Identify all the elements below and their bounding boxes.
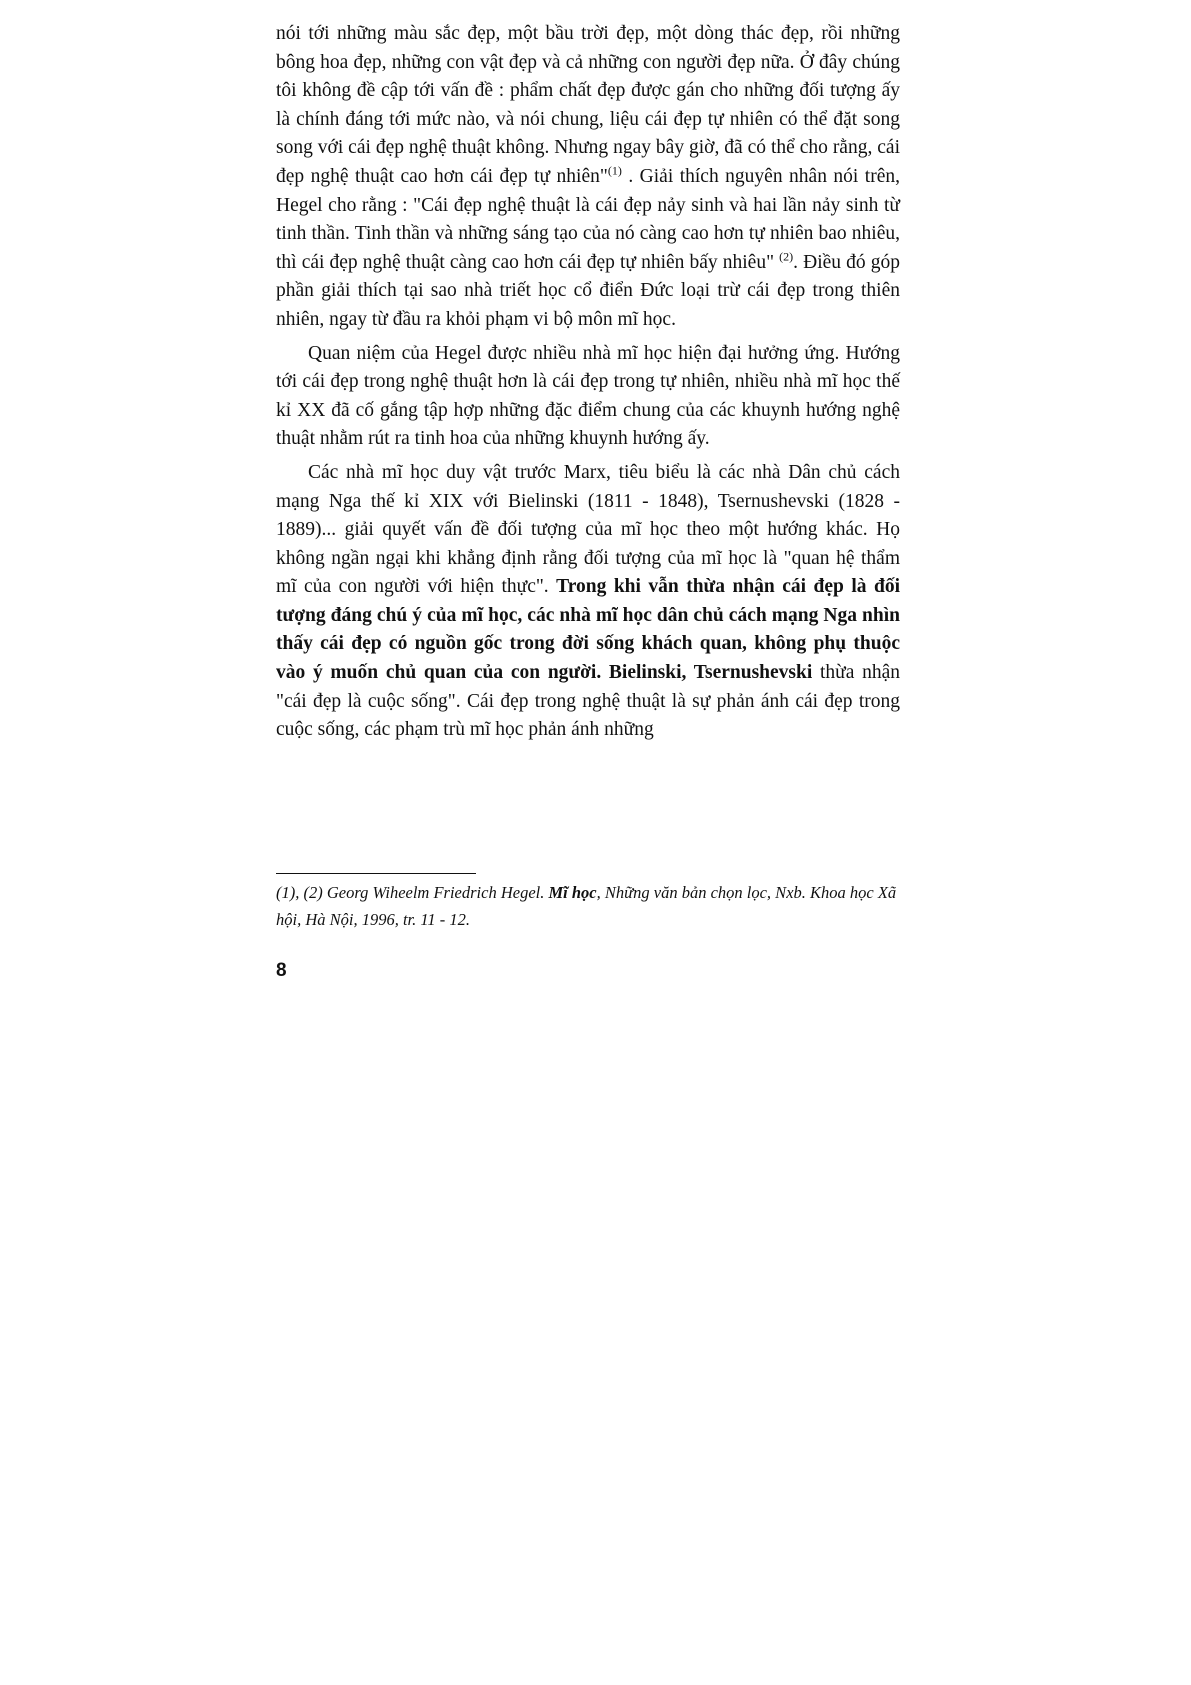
paragraph-1-part-3: . Điều đó góp phần giải thích tại sao nhà triết học cổ điển Đức loại trừ cái đẹp trong thiên nhiên, ngay từ đầu ra khỏi phạm vi bộ môn mĩ học.: [276, 251, 901, 330]
footnote-ref-2: (2): [779, 249, 794, 264]
page-number: 8: [276, 960, 287, 981]
footnote-part-2: , Những văn bản chọn lọc, Nxb. Khoa học Xã hội, Hà Nội, 1996, tr. 11 - 12.: [276, 883, 897, 929]
paragraph-3: [276, 459, 900, 745]
paragraph-3-part-2: thừa nhận "cái đẹp là cuộc sống". Cái đẹp trong nghệ thuật là sự phản ánh cái đẹp trong cuộc sống, các phạm trù mĩ học phản ánh những: [276, 662, 900, 741]
paragraph-1: [276, 20, 900, 335]
footnote-bold: Mĩ học: [548, 883, 597, 902]
paragraph-3-bold: Trong khi vẫn thừa nhận cái đẹp là đối tượng đáng chú ý của mĩ học, các nhà mĩ học dân chủ cách mạng Nga nhìn thấy cái đẹp có nguồn gốc trong đời sống khách quan, không phụ thuộc vào ý muốn chủ quan của con người. Bielinski, Tsernushevski: [276, 576, 900, 684]
footnote-part-1: (1), (2) Georg Wiheelm Friedrich Hegel.: [276, 883, 549, 902]
footnote-divider: [276, 873, 476, 874]
paragraph-1-part-1: nói tới những màu sắc đẹp, một bầu trời đẹp, một dòng thác đẹp, rồi những bông hoa đẹp, những con vật đẹp và cả những con người đẹp nữa. Ở đây chúng tôi không đề cập tới vấn đề : phẩm chất đẹp được gán cho những đối tượng ấy là chính đáng tới mức nào, và nói chung, liệu cái đẹp tự nhiên có thể đặt song song với cái đẹp nghệ thuật không. Nhưng ngay bây giờ, đã có thể cho rằng, cái đẹp nghệ thuật cao hơn cái đẹp tự nhiên": [276, 23, 900, 187]
paragraph-1-part-2: . Giải thích nguyên nhân nói trên, Hegel cho rằng : "Cái đẹp nghệ thuật là cái đẹp nảy sinh và hai lần nảy sinh từ tinh thần. Tinh thần và những sáng tạo của nó càng cao hơn tự nhiên bao nhiêu, thì cái đẹp nghệ thuật càng cao hơn cái đẹp tự nhiên bấy nhiêu": [276, 165, 900, 273]
footnote: [276, 879, 916, 933]
footnote-ref-1: (1): [607, 163, 622, 178]
body-text: [276, 20, 900, 745]
paragraph-2: Quan niệm của Hegel được nhiều nhà mĩ học hiện đại hưởng ứng. Hướng tới cái đẹp trong nghệ thuật hơn là cái đẹp trong tự nhiên, nhiều nhà mĩ học thế kỉ XX đã cố gắng tập hợp những đặc điểm chung của các khuynh hướng nghệ thuật nhằm rút ra tinh hoa của những khuynh hướng ấy.: [276, 342, 900, 450]
paragraph-3-part-1: Các nhà mĩ học duy vật trước Marx, tiêu biểu là các nhà Dân chủ cách mạng Nga thế kỉ XIX với Bielinski (1811 - 1848), Tsernushevski (1828 - 1889)... giải quyết vấn đề đối tượng của mĩ học theo một hướng khác. Họ không ngần ngại khi khẳng định rằng đối tượng của mĩ học là "quan hệ thẩm mĩ của con người với hiện thực".: [276, 461, 900, 598]
